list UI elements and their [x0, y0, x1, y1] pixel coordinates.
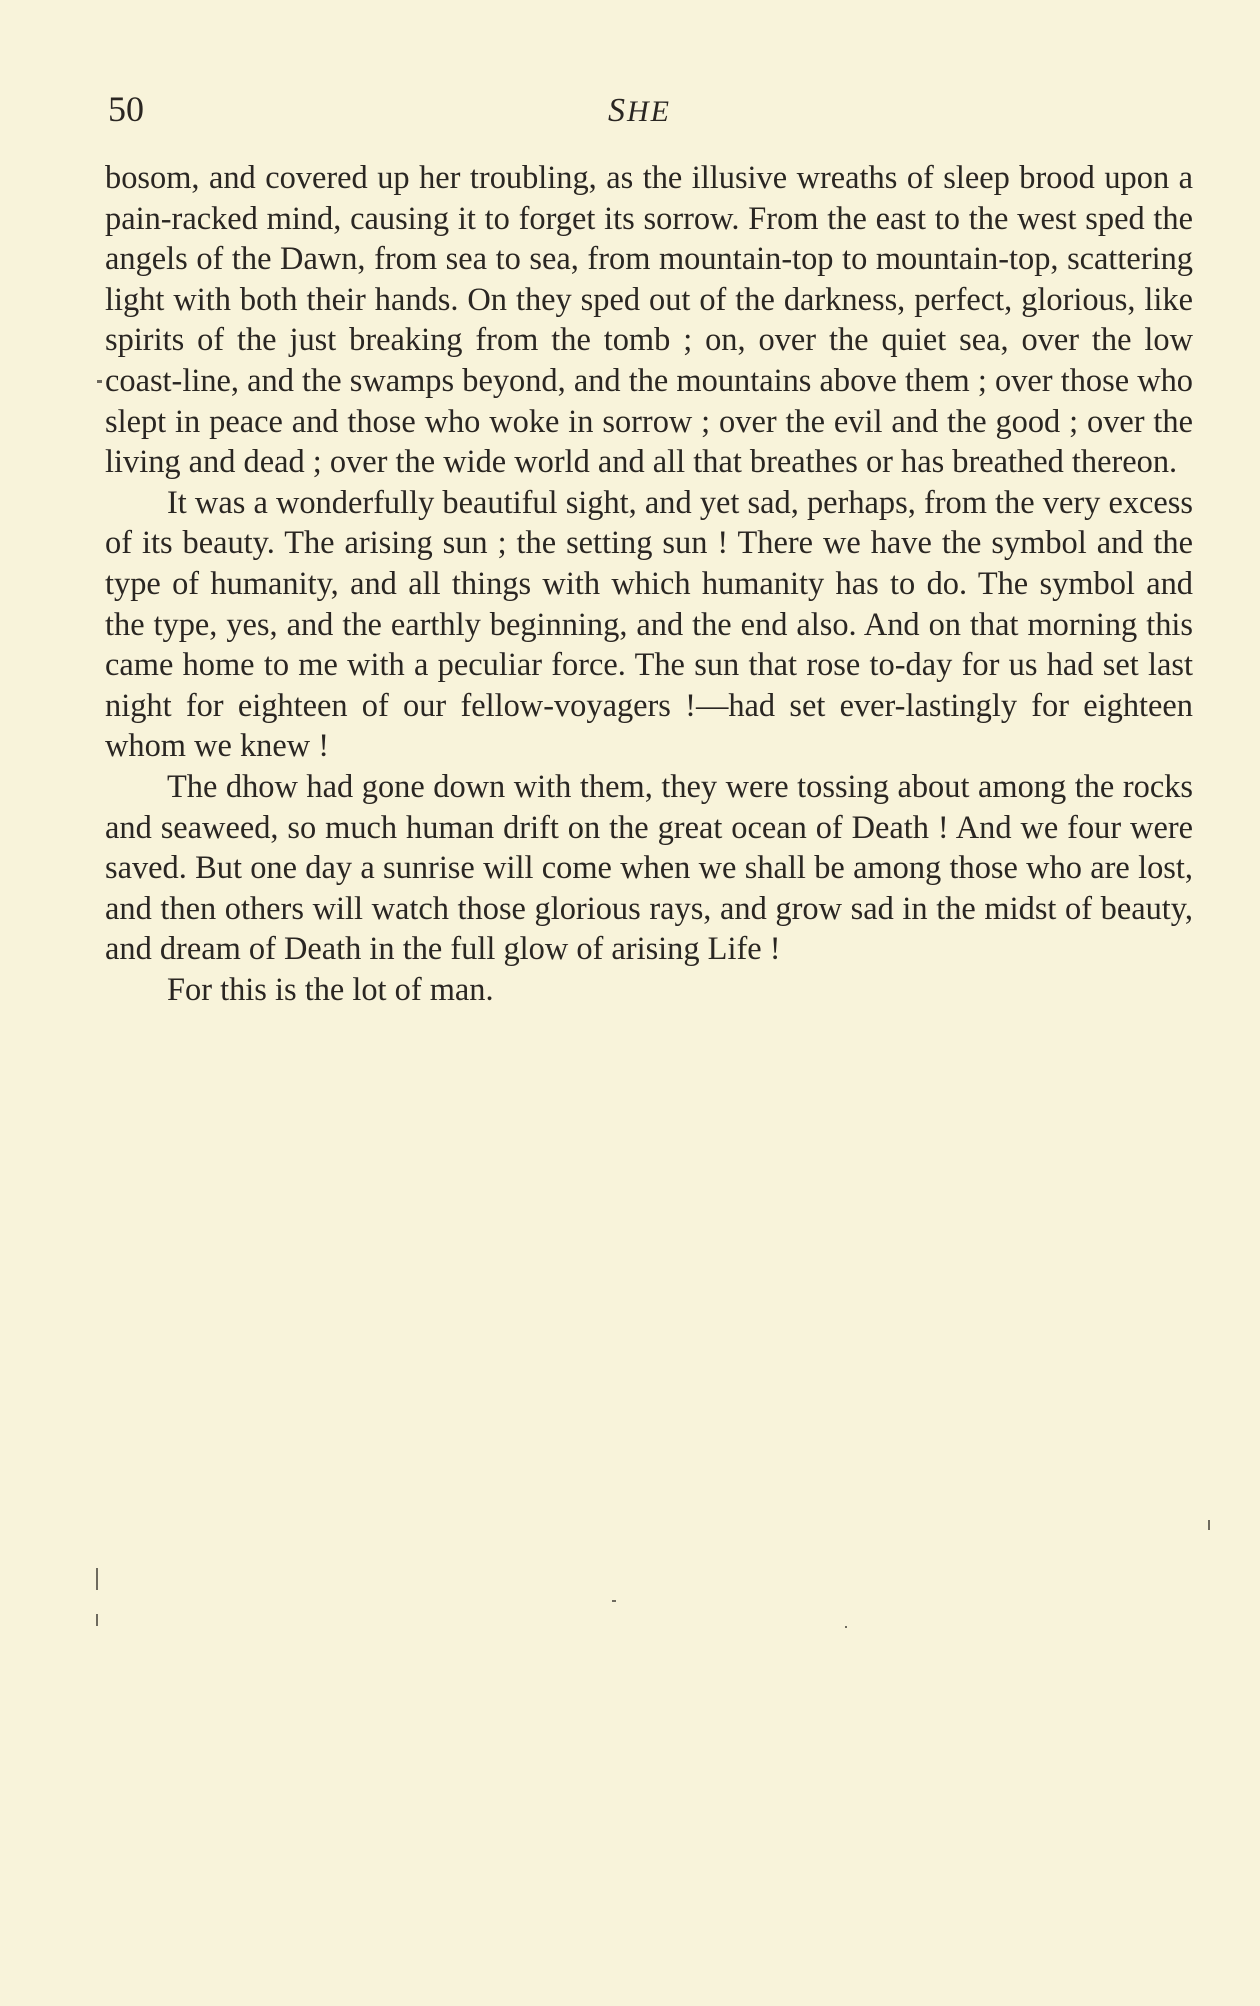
scan-speck	[96, 1614, 98, 1626]
scan-speck	[612, 1600, 616, 1602]
scan-speck	[97, 380, 102, 383]
scan-speck	[1208, 1520, 1210, 1530]
page-number: 50	[108, 89, 144, 129]
paragraph-continuation: bosom, and covered up her troubling, as the illusive wreaths of sleep brood upon a pain-racked mind, causing it to forget its sorrow. From the east to the west sped the angels of the Dawn, from sea to sea, from mountain-top to mountain-top, scattering light with both their hands. On they sped out of the darkness, perfect, glorious, like spirits of the just breaking from the tomb ; on, over the quiet sea, over the low coast-line, and the swamps beyond, and the mountains above them ; over those who slept in peace and those who woke in sorrow ; over the evil and the good ; over the living and dead ; over the wide world and all that breathes or has breathed thereon.	[105, 160, 1193, 481]
scan-speck	[845, 1626, 847, 1628]
paragraph-sunrise: It was a wonderfully beautiful sight, and yet sad, perhaps, from the very excess of its beauty. The arising sun ; the setting sun ! There we have the symbol and the type of humanity, and all things with which humanity has to do. The symbol and the type, yes, and the earthly beginning, and the end also. And on that morning this came home to me with a peculiar force. The sun that rose to-day for us had set last night for eighteen of our fellow-voyagers !—had set ever-lastingly for eighteen whom we knew !	[105, 484, 1193, 765]
paragraph-closing: For this is the lot of man.	[167, 971, 494, 1008]
body-text	[105, 158, 1193, 1010]
paragraph-dhow: The dhow had gone down with them, they were tossing about among the rocks and seaweed, so much human drift on the great ocean of Death ! And we four were saved. But one day a sunrise will come when we shall be among those who are lost, and then others will watch those glorious rays, and grow sad in the midst of beauty, and dream of Death in the full glow of arising Life !	[105, 768, 1193, 968]
page-header	[108, 88, 1192, 138]
scan-speck	[96, 1568, 98, 1590]
running-title: SHE	[608, 92, 671, 129]
